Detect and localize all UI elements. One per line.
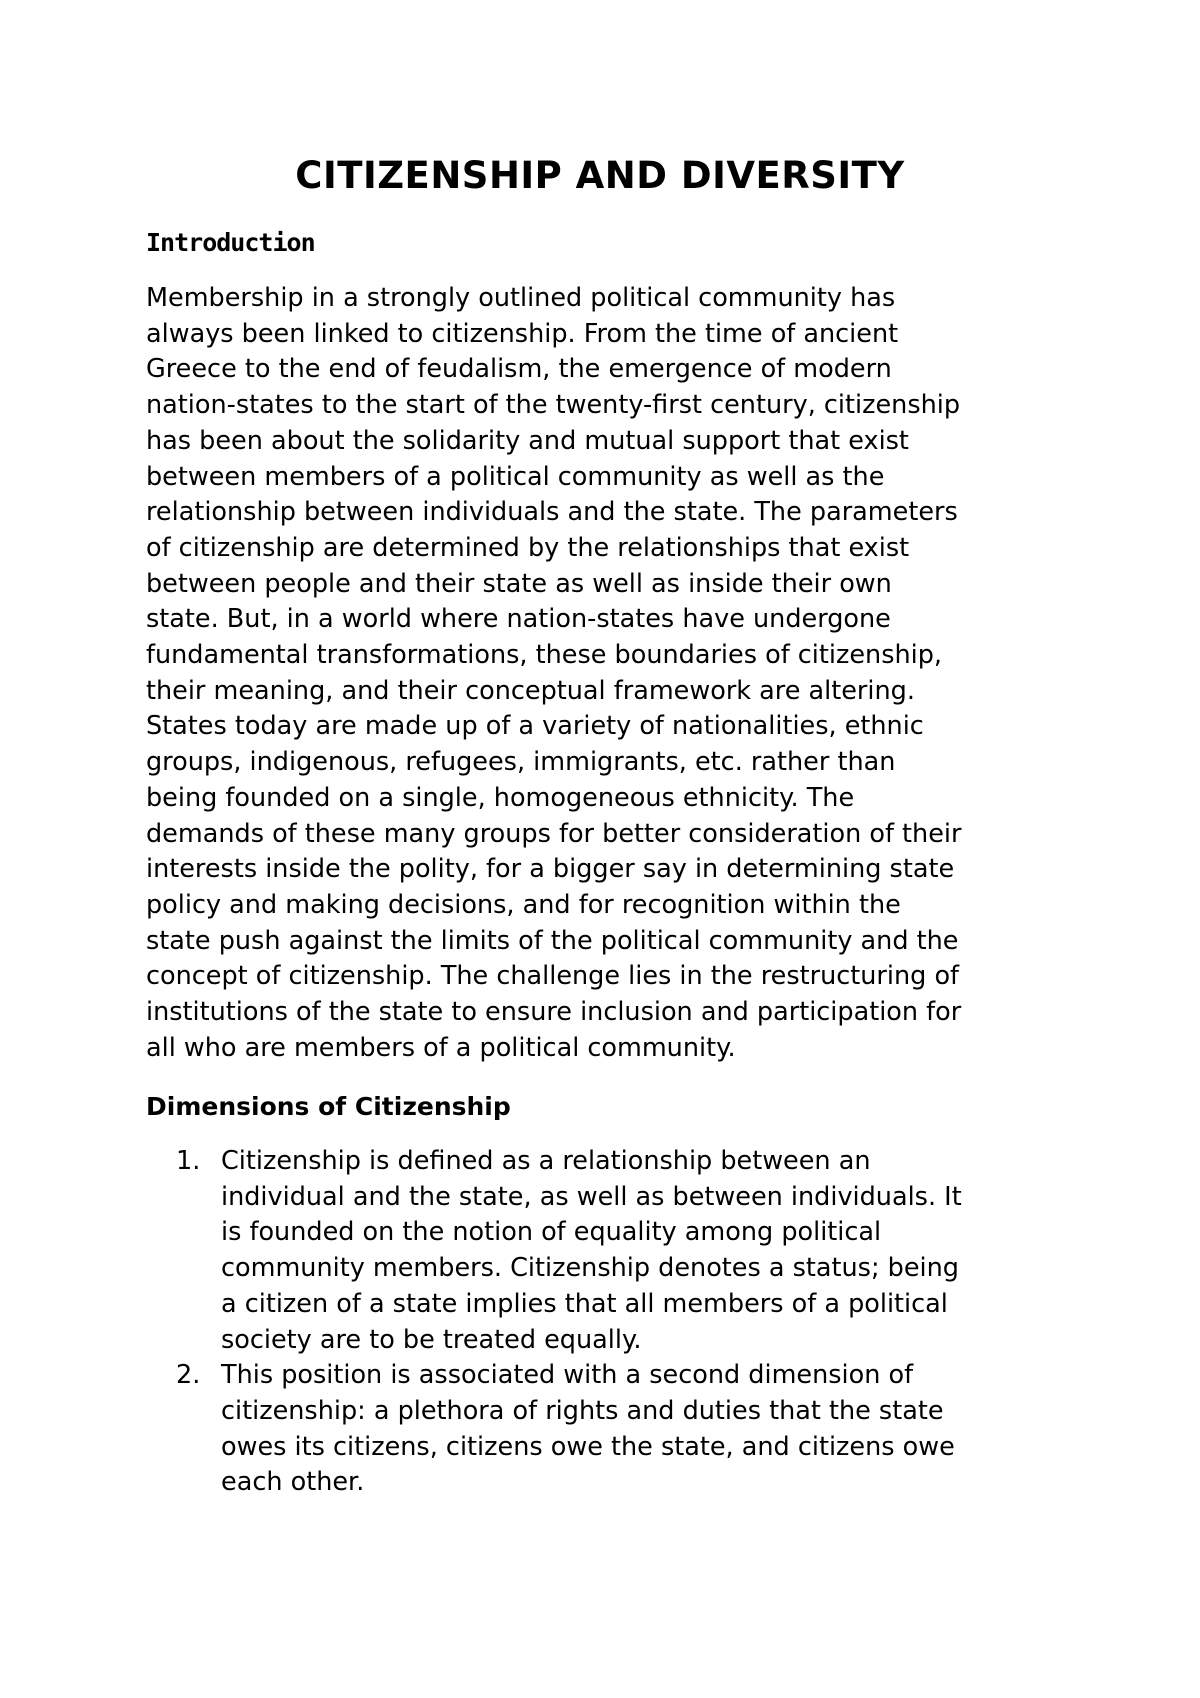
dimensions-list: [146, 1144, 1066, 1501]
list-item: [146, 1144, 1066, 1358]
paragraph-line: institutions of the state to ensure inclusion and participation for: [146, 997, 962, 1028]
list-item-number: 1.: [176, 1146, 201, 1176]
paragraph-line: demands of these many groups for better consideration of their: [146, 818, 962, 849]
paragraph-line: Membership in a strongly outlined political community has: [146, 283, 896, 313]
paragraph-line: States today are made up of a variety of nationalities, ethnic: [146, 711, 924, 742]
paragraph-line: between people and their state as well as inside their own: [146, 568, 892, 599]
list-item: [146, 1358, 1066, 1501]
paragraph-line: nation-states to the start of the twenty-first century, citizenship: [146, 390, 961, 421]
introduction-paragraph: [146, 281, 1066, 1066]
list-item-line: community members. Citizenship denotes a status; being: [221, 1253, 959, 1284]
document-title: CITIZENSHIP AND DIVERSITY: [295, 154, 905, 197]
paragraph-line: between members of a political community as well as the: [146, 461, 885, 492]
paragraph-line: their meaning, and their conceptual framework are altering.: [146, 675, 915, 706]
list-item-line: individual and the state, as well as between individuals. It: [221, 1181, 962, 1212]
list-item-line: a citizen of a state implies that all members of a political: [221, 1288, 948, 1319]
list-item-line: owes its citizens, citizens owe the state, and citizens owe: [221, 1431, 955, 1462]
paragraph-line: groups, indigenous, refugees, immigrants, etc. rather than: [146, 747, 896, 778]
paragraph-line: policy and making decisions, and for recognition within the: [146, 889, 901, 920]
list-item-number: 2.: [176, 1360, 201, 1391]
paragraph-line: being founded on a single, homogeneous ethnicity. The: [146, 782, 855, 813]
list-item-line: each other.: [221, 1467, 365, 1498]
introduction-heading: Introduction: [146, 228, 315, 257]
list-item-line: Citizenship is defined as a relationship between an: [221, 1146, 871, 1176]
list-item-line: citizenship: a plethora of rights and duties that the state: [221, 1395, 944, 1426]
paragraph-line: fundamental transformations, these boundaries of citizenship,: [146, 640, 943, 671]
paragraph-line: Greece to the end of feudalism, the emergence of modern: [146, 354, 892, 385]
list-item-line: society are to be treated equally.: [221, 1324, 642, 1355]
list-item-line: This position is associated with a second dimension of: [221, 1360, 914, 1391]
list-item-line: is founded on the notion of equality among political: [221, 1217, 882, 1248]
paragraph-line: relationship between individuals and the state. The parameters: [146, 497, 958, 528]
paragraph-line: all who are members of a political community.: [146, 1032, 736, 1063]
paragraph-line: state push against the limits of the political community and the: [146, 925, 959, 956]
paragraph-line: state. But, in a world where nation-states have undergone: [146, 604, 891, 635]
paragraph-line: of citizenship are determined by the relationships that exist: [146, 532, 910, 563]
dimensions-heading: Dimensions of Citizenship: [146, 1092, 511, 1121]
paragraph-line: interests inside the polity, for a bigger say in determining state: [146, 854, 955, 885]
paragraph-line: has been about the solidarity and mutual support that exist: [146, 425, 909, 456]
paragraph-line: always been linked to citizenship. From the time of ancient: [146, 318, 899, 349]
paragraph-line: concept of citizenship. The challenge lies in the restructuring of: [146, 961, 960, 992]
